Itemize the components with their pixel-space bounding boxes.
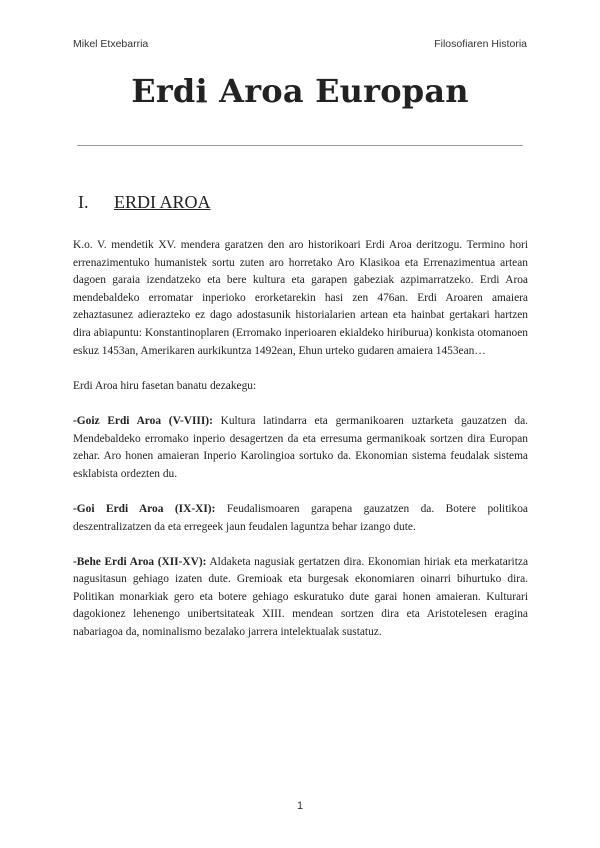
intro-paragraph: K.o. V. mendetik XV. mendera garatzen den aro historikoari Erdi Aroa deritzogu. Termino hori errenazimentuko humanistek sortu zuten aro horretako Aro Klasikoa eta Errenazimentua artean dagoen garaia izendatzeko eta bere kultura eta garapen gabeziak azpimarratzeko. Erdi Aroa mendebaldeko erromatar inperioko erorketarekin hasi zen 476an. Erdi Aroaren amaiera zehaztasunez adierazteko ez dago adostasunik historialarien artean eta hainbat gertakari hartzen dira abiapuntu: Konstantinoplaren (Erromako inperioaren ekialdeko hiriburua) konkista otomanoen eskuz 1453an, Amerikaren aurkikuntza 1492ean, Ehun urteko gudaren amaiera 1453ean… bbox=[73, 239, 528, 357]
phase-label: -Goiz Erdi Aroa (V-VIII): bbox=[73, 414, 213, 427]
section-title: ERDI AROA bbox=[114, 192, 211, 212]
page-number: 1 bbox=[296, 800, 304, 812]
title-divider bbox=[77, 145, 523, 146]
phase-paragraph bbox=[73, 554, 528, 642]
phase-label: -Behe Erdi Aroa (XII-XV): bbox=[73, 555, 207, 568]
phase-text: Kultura latindarra eta germanikoaren uztarketa gauzatzen da. Mendebaldeko erromako inperio desagertzen da eta erresuma germanikoak sortzen dira Europan zehar. Aro honen amaieran Inperio Karolingioa sortuko da. Ekonomian sistema feudalak sistema esklabista ordezten du. bbox=[73, 414, 528, 480]
phases-intro: Erdi Aroa hiru fasetan banatu dezakegu: bbox=[73, 379, 257, 392]
phase-paragraph bbox=[73, 501, 528, 536]
phase-paragraph bbox=[73, 413, 528, 483]
header-author: Mikel Etxebarria bbox=[73, 38, 149, 50]
phase-text: Aldaketa nagusiak gertatzen dira. Ekonomian hiriak eta merkataritza nagusitasun gehiago izaten dute. Gremioak eta burgesak ekonomiaren oinarri bihurtuko dira. Politikan monarkiak gero eta botere gehiago eskuratuko dute garai honen amaieran. Kulturari dagokionez lehenengo unibertsitateak XIII. mendean sortzen dira eta Aristotelesen eragina nabariagoa da, nominalismo bezalako jarrera intelektualak sustatuz. bbox=[73, 555, 528, 639]
page-title: Erdi Aroa Europan bbox=[131, 72, 469, 110]
section-number: I. bbox=[78, 192, 89, 212]
phase-label: -Goi Erdi Aroa (IX-XI): bbox=[73, 502, 216, 515]
document-body bbox=[73, 237, 528, 659]
phase-text: Feudalismoaren garapena gauzatzen da. Botere politikoa deszentralizatzen da eta erregeek jaun feudalen laguntza behar izango dute. bbox=[73, 502, 528, 533]
header-course: Filosofiaren Historia bbox=[434, 38, 527, 50]
section-heading bbox=[78, 192, 211, 213]
